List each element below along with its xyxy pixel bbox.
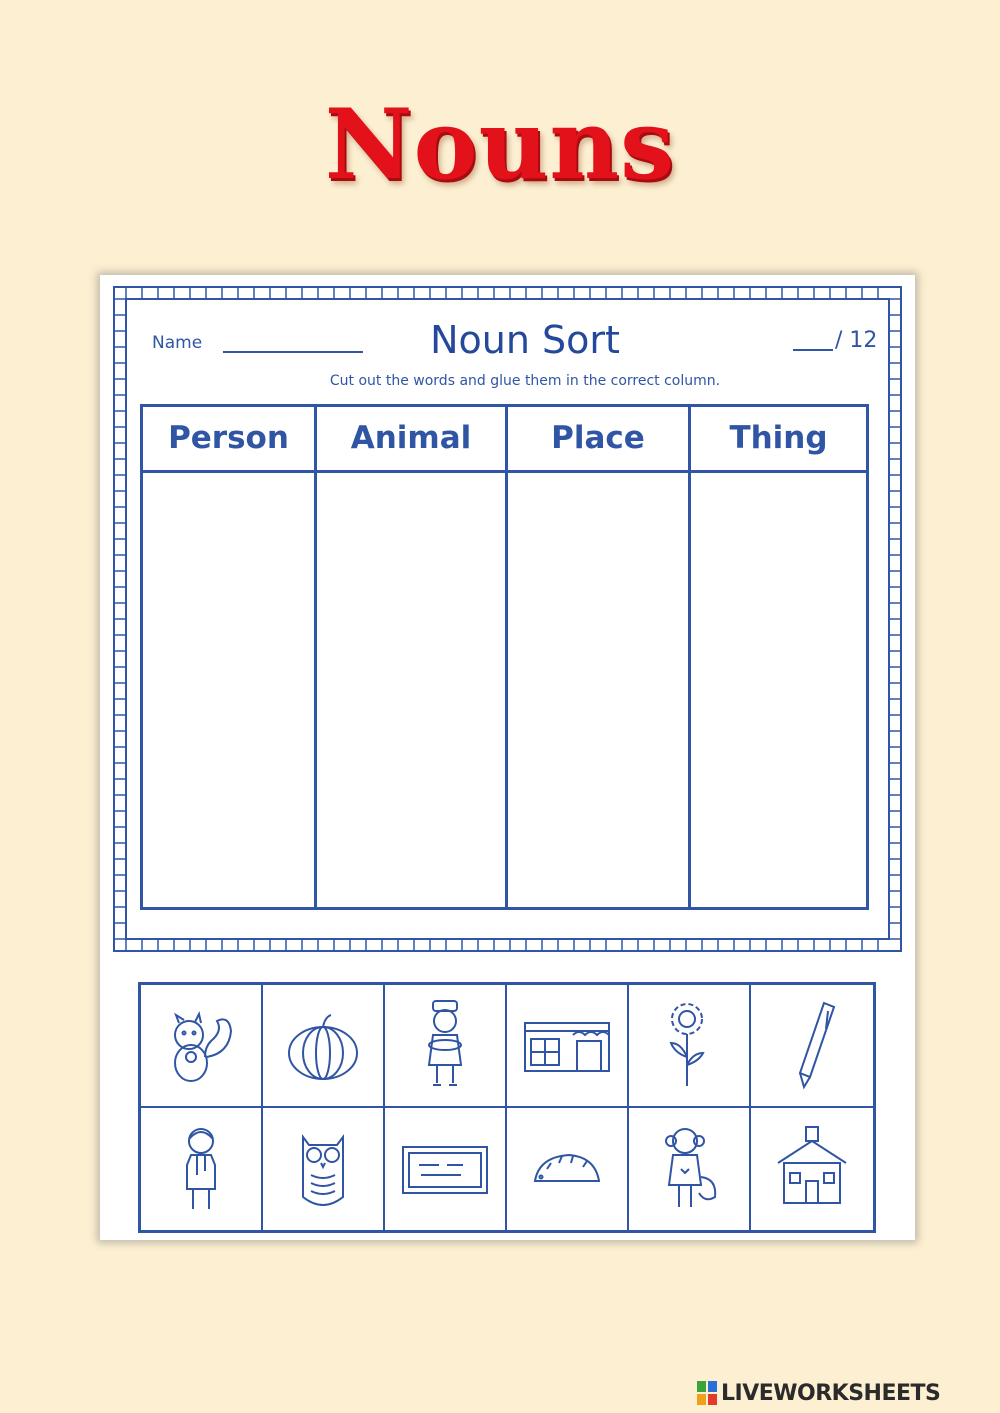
brand-name: LIVEWORKSHEETS [721, 1380, 941, 1406]
sign-board-icon [395, 1119, 495, 1219]
store-icon [517, 995, 617, 1095]
name-label: Name [152, 333, 203, 353]
picture-card[interactable] [385, 985, 507, 1108]
picture-card[interactable] [629, 1108, 751, 1231]
owl-icon [273, 1119, 373, 1219]
picture-card[interactable] [141, 1108, 263, 1231]
hedgehog-icon [517, 1119, 617, 1219]
picture-card[interactable] [751, 1108, 873, 1231]
girl-in-scarf-icon [151, 1119, 251, 1219]
drop-zone-place[interactable] [508, 473, 688, 907]
worksheet [100, 275, 915, 1240]
drop-zone-person[interactable] [143, 473, 314, 907]
picture-card[interactable] [751, 985, 873, 1108]
picture-card[interactable] [263, 985, 385, 1108]
sort-table [140, 404, 869, 910]
brand-logo [696, 1378, 940, 1408]
page-title: Nouns [324, 88, 676, 201]
column-header-person: Person [168, 420, 289, 456]
picture-card[interactable] [507, 1108, 629, 1231]
instructions: Cut out the words and glue them in the correct column. [329, 373, 721, 389]
drop-zone-thing[interactable] [691, 473, 866, 907]
drop-zone-animal[interactable] [317, 473, 505, 907]
picture-card[interactable] [385, 1108, 507, 1231]
worksheet-title: Noun Sort [430, 318, 620, 362]
pen-icon [762, 995, 862, 1095]
girl-with-pie-icon [395, 995, 495, 1095]
dashed-border-frame [110, 283, 905, 955]
column-header-animal: Animal [350, 420, 472, 456]
sunflower-icon [639, 995, 739, 1095]
picture-cards [138, 982, 876, 1233]
squirrel-icon [151, 995, 251, 1095]
picture-card[interactable] [263, 1108, 385, 1231]
girl-with-fox-icon [639, 1119, 739, 1219]
score-total: / 12 [835, 328, 878, 353]
picture-card[interactable] [141, 985, 263, 1108]
picture-card[interactable] [507, 985, 629, 1108]
schoolhouse-icon [762, 1119, 862, 1219]
name-field[interactable] [223, 351, 363, 353]
column-header-thing: Thing [729, 420, 828, 456]
picture-card[interactable] [629, 985, 751, 1108]
score-field[interactable] [793, 349, 833, 351]
pumpkin-icon [273, 995, 373, 1095]
liveworksheets-logo-icon [696, 1380, 718, 1406]
column-header-place: Place [551, 420, 645, 456]
